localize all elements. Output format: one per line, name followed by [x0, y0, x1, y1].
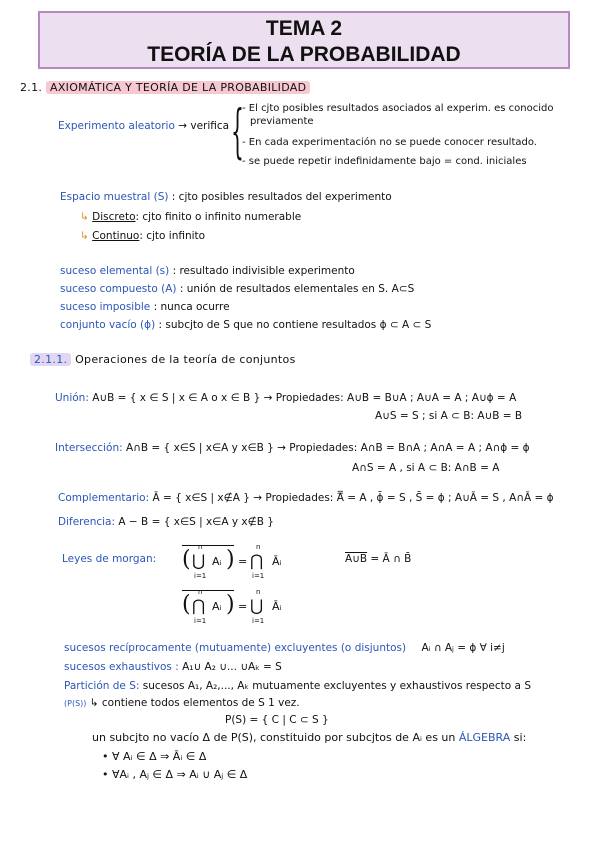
- experimento-brace: {: [231, 97, 244, 165]
- open-paren: (: [182, 547, 191, 572]
- union-prop-1: A∪B = B∪A ; A∪A = A ; A∪ϕ = A: [347, 392, 517, 404]
- discreto-text: : cjto finito o infinito numerable: [135, 211, 302, 223]
- suceso-imposible-label: suceso imposible: [60, 301, 151, 313]
- conjunto-vacio-label: conjunto vacío (ϕ): [60, 319, 156, 331]
- arrow-icon: ↳: [80, 230, 89, 242]
- title-box: [38, 11, 570, 69]
- reciprocos-formula: Aᵢ ∩ Aⱼ = ϕ ∀ i≠j: [421, 642, 505, 654]
- open-paren: (: [182, 592, 191, 617]
- experimento-label-row: [58, 119, 229, 133]
- particion-ps-label: (P(S)): [64, 699, 87, 708]
- exhaustivos-row: [64, 660, 282, 674]
- experimento-item-1: - El cjto posibles resultados asociados al experim. es conocido: [242, 103, 554, 114]
- conjunto-vacio-text: : subcjto de S que no contiene resultados ϕ ⊂ A ⊂ S: [158, 319, 432, 331]
- particion-ps-text: ↳ contiene todos elementos de S 1 vez.: [89, 697, 300, 709]
- union-row: [55, 391, 516, 405]
- espacio-text: : cjto posibles resultados del experimento: [171, 191, 392, 203]
- suceso-imposible-row: [60, 300, 230, 314]
- suceso-imposible-text: : nunca ocurre: [153, 301, 230, 313]
- discreto-label: Discreto: [92, 211, 136, 223]
- exhaustivos-formula: A₁∪ A₂ ∪... ∪Aₖ = S: [182, 661, 282, 673]
- algebra-row: [92, 731, 526, 745]
- morgan-i-bottom: i=1: [194, 617, 207, 625]
- continuo-label: Continuo: [92, 230, 140, 242]
- morgan-eq2-rhs: Āᵢ: [272, 600, 282, 613]
- reciprocos-row: [64, 641, 505, 655]
- espacio-row: [60, 190, 392, 204]
- morgan-i-bottom: i=1: [252, 617, 265, 625]
- morgan-n-top: n: [256, 588, 261, 596]
- continuo-row: [80, 229, 205, 243]
- experimento-label: Experimento aleatorio: [58, 120, 175, 132]
- close-paren: ): [226, 592, 235, 617]
- close-paren: ): [226, 547, 235, 572]
- suceso-elemental-label: suceso elemental (s): [60, 265, 170, 277]
- experimento-item-4: - se puede repetir indefinidamente bajo = cond. iniciales: [242, 156, 527, 167]
- interseccion-prop-1: A∩B = B∩A ; A∩A = A ; A∩ϕ = ϕ: [360, 442, 530, 454]
- union-prop-label: → Propiedades:: [263, 392, 344, 404]
- morgan-eq-1: [178, 543, 298, 588]
- suceso-elemental-text: : resultado indivisible experimento: [172, 265, 355, 277]
- complementario-label: Complementario:: [58, 492, 150, 504]
- particion-label: Partición de S:: [64, 680, 140, 692]
- section-2-1-1-number: 2.1.1.: [30, 353, 71, 366]
- section-2-1-heading: [20, 81, 310, 95]
- suceso-compuesto-row: [60, 282, 414, 296]
- big-union-icon: ⋃: [250, 596, 264, 615]
- algebra-rule-1: • ∀ Aᵢ ∈ Δ ⇒ Āᵢ ∈ Δ: [102, 750, 207, 763]
- diferencia-def: A − B = { x∈S | x∈A y x∉B }: [118, 516, 274, 528]
- particion-ps-def: P(S) = { C | C ⊂ S }: [225, 714, 329, 726]
- a-i-symbol: Aᵢ: [212, 600, 222, 613]
- diferencia-row: [58, 515, 274, 529]
- conjunto-vacio-row: [60, 318, 431, 332]
- suceso-compuesto-text: : unión de resultados elementales en S. A⊂S: [179, 283, 415, 295]
- particion-text: sucesos A₁, A₂,..., Aₖ mutuamente excluyentes y exhaustivos respecto a S: [142, 680, 531, 692]
- espacio-label: Espacio muestral (S): [60, 191, 169, 203]
- big-union-icon: ⋃: [192, 551, 206, 570]
- interseccion-row: [55, 441, 530, 455]
- union-prop-2: A∪S = S ; si A ⊂ B: A∪B = B: [375, 410, 523, 422]
- algebra-text-before: un subcjto no vacío Δ de P(S), constituido por subcjtos de Aᵢ es un: [92, 731, 456, 744]
- morgan-i-bottom: i=1: [194, 572, 207, 580]
- experimento-item-2: previamente: [250, 116, 314, 127]
- experimento-arrow: → verifica: [178, 120, 230, 132]
- interseccion-def: A∩B = { x∈S | x∈A y x∈B }: [126, 442, 274, 454]
- arrow-icon: ↳: [80, 211, 89, 223]
- section-2-1-1-title: Operaciones de la teoría de conjuntos: [75, 353, 296, 366]
- title-line-2: TEORÍA DE LA PROBABILIDAD: [147, 43, 461, 66]
- morgan-extra-lhs: A∪B: [345, 553, 368, 565]
- continuo-text: : cjto infinito: [139, 230, 206, 242]
- particion-row: [64, 679, 531, 693]
- equals-sign: =: [238, 600, 248, 613]
- reciprocos-label: sucesos recíprocamente (mutuamente) excluyentes (o disjuntos): [64, 642, 407, 654]
- diferencia-label: Diferencia:: [58, 516, 116, 528]
- interseccion-label: Intersección:: [55, 442, 123, 454]
- morgan-eq1-rhs: Āᵢ: [272, 555, 282, 568]
- interseccion-prop-2: A∩S = A , si A ⊂ B: A∩B = A: [352, 462, 500, 474]
- union-def: A∪B = { x ∈ S | x ∈ A o x ∈ B }: [92, 392, 261, 404]
- algebra-text-after: si:: [513, 731, 527, 744]
- section-2-1-number: 2.1.: [20, 81, 43, 94]
- section-2-1-title: AXIOMÁTICA Y TEORÍA DE LA PROBABILIDAD: [46, 81, 310, 94]
- complementario-row: [58, 491, 554, 505]
- morgan-n-top: n: [198, 588, 203, 596]
- discreto-row: [80, 210, 301, 224]
- union-label: Unión:: [55, 392, 89, 404]
- interseccion-prop-label: → Propiedades:: [277, 442, 358, 454]
- particion-ps-row: [64, 696, 300, 711]
- big-intersection-icon: ⋂: [250, 551, 264, 570]
- morgan-eq-2: [178, 588, 298, 633]
- morgan-label: Leyes de morgan:: [62, 553, 157, 565]
- complementario-def: Ā = { x∈S | x∉A } → Propiedades:: [152, 492, 334, 504]
- section-2-1-1-heading: [30, 353, 296, 367]
- morgan-extra: [345, 552, 411, 566]
- title-line-1: TEMA 2: [265, 17, 343, 40]
- morgan-n-top: n: [198, 543, 203, 551]
- experimento-item-3: - En cada experimentación no se puede conocer resultado.: [242, 137, 537, 148]
- equals-sign: =: [238, 555, 248, 568]
- overline-bar: [182, 545, 234, 546]
- overline-bar: [182, 590, 234, 591]
- morgan-extra-rhs: = Ā ∩ B̄: [370, 553, 412, 565]
- suceso-compuesto-label: suceso compuesto (A): [60, 283, 177, 295]
- suceso-elemental-row: [60, 264, 355, 278]
- exhaustivos-label: sucesos exhaustivos :: [64, 661, 179, 673]
- complementario-props: A̿ = A , ϕ̄ = S , S̄ = ϕ ; A∪Ā = S , A∩Ā = ϕ: [336, 492, 554, 504]
- big-intersection-icon: ⋂: [192, 596, 206, 615]
- a-i-symbol: Aᵢ: [212, 555, 222, 568]
- morgan-n-top: n: [256, 543, 261, 551]
- algebra-rule-2: • ∀Aᵢ , Aⱼ ∈ Δ ⇒ Aᵢ ∪ Aⱼ ∈ Δ: [102, 768, 248, 781]
- morgan-i-bottom: i=1: [252, 572, 265, 580]
- algebra-keyword: ÁLGEBRA: [458, 731, 511, 744]
